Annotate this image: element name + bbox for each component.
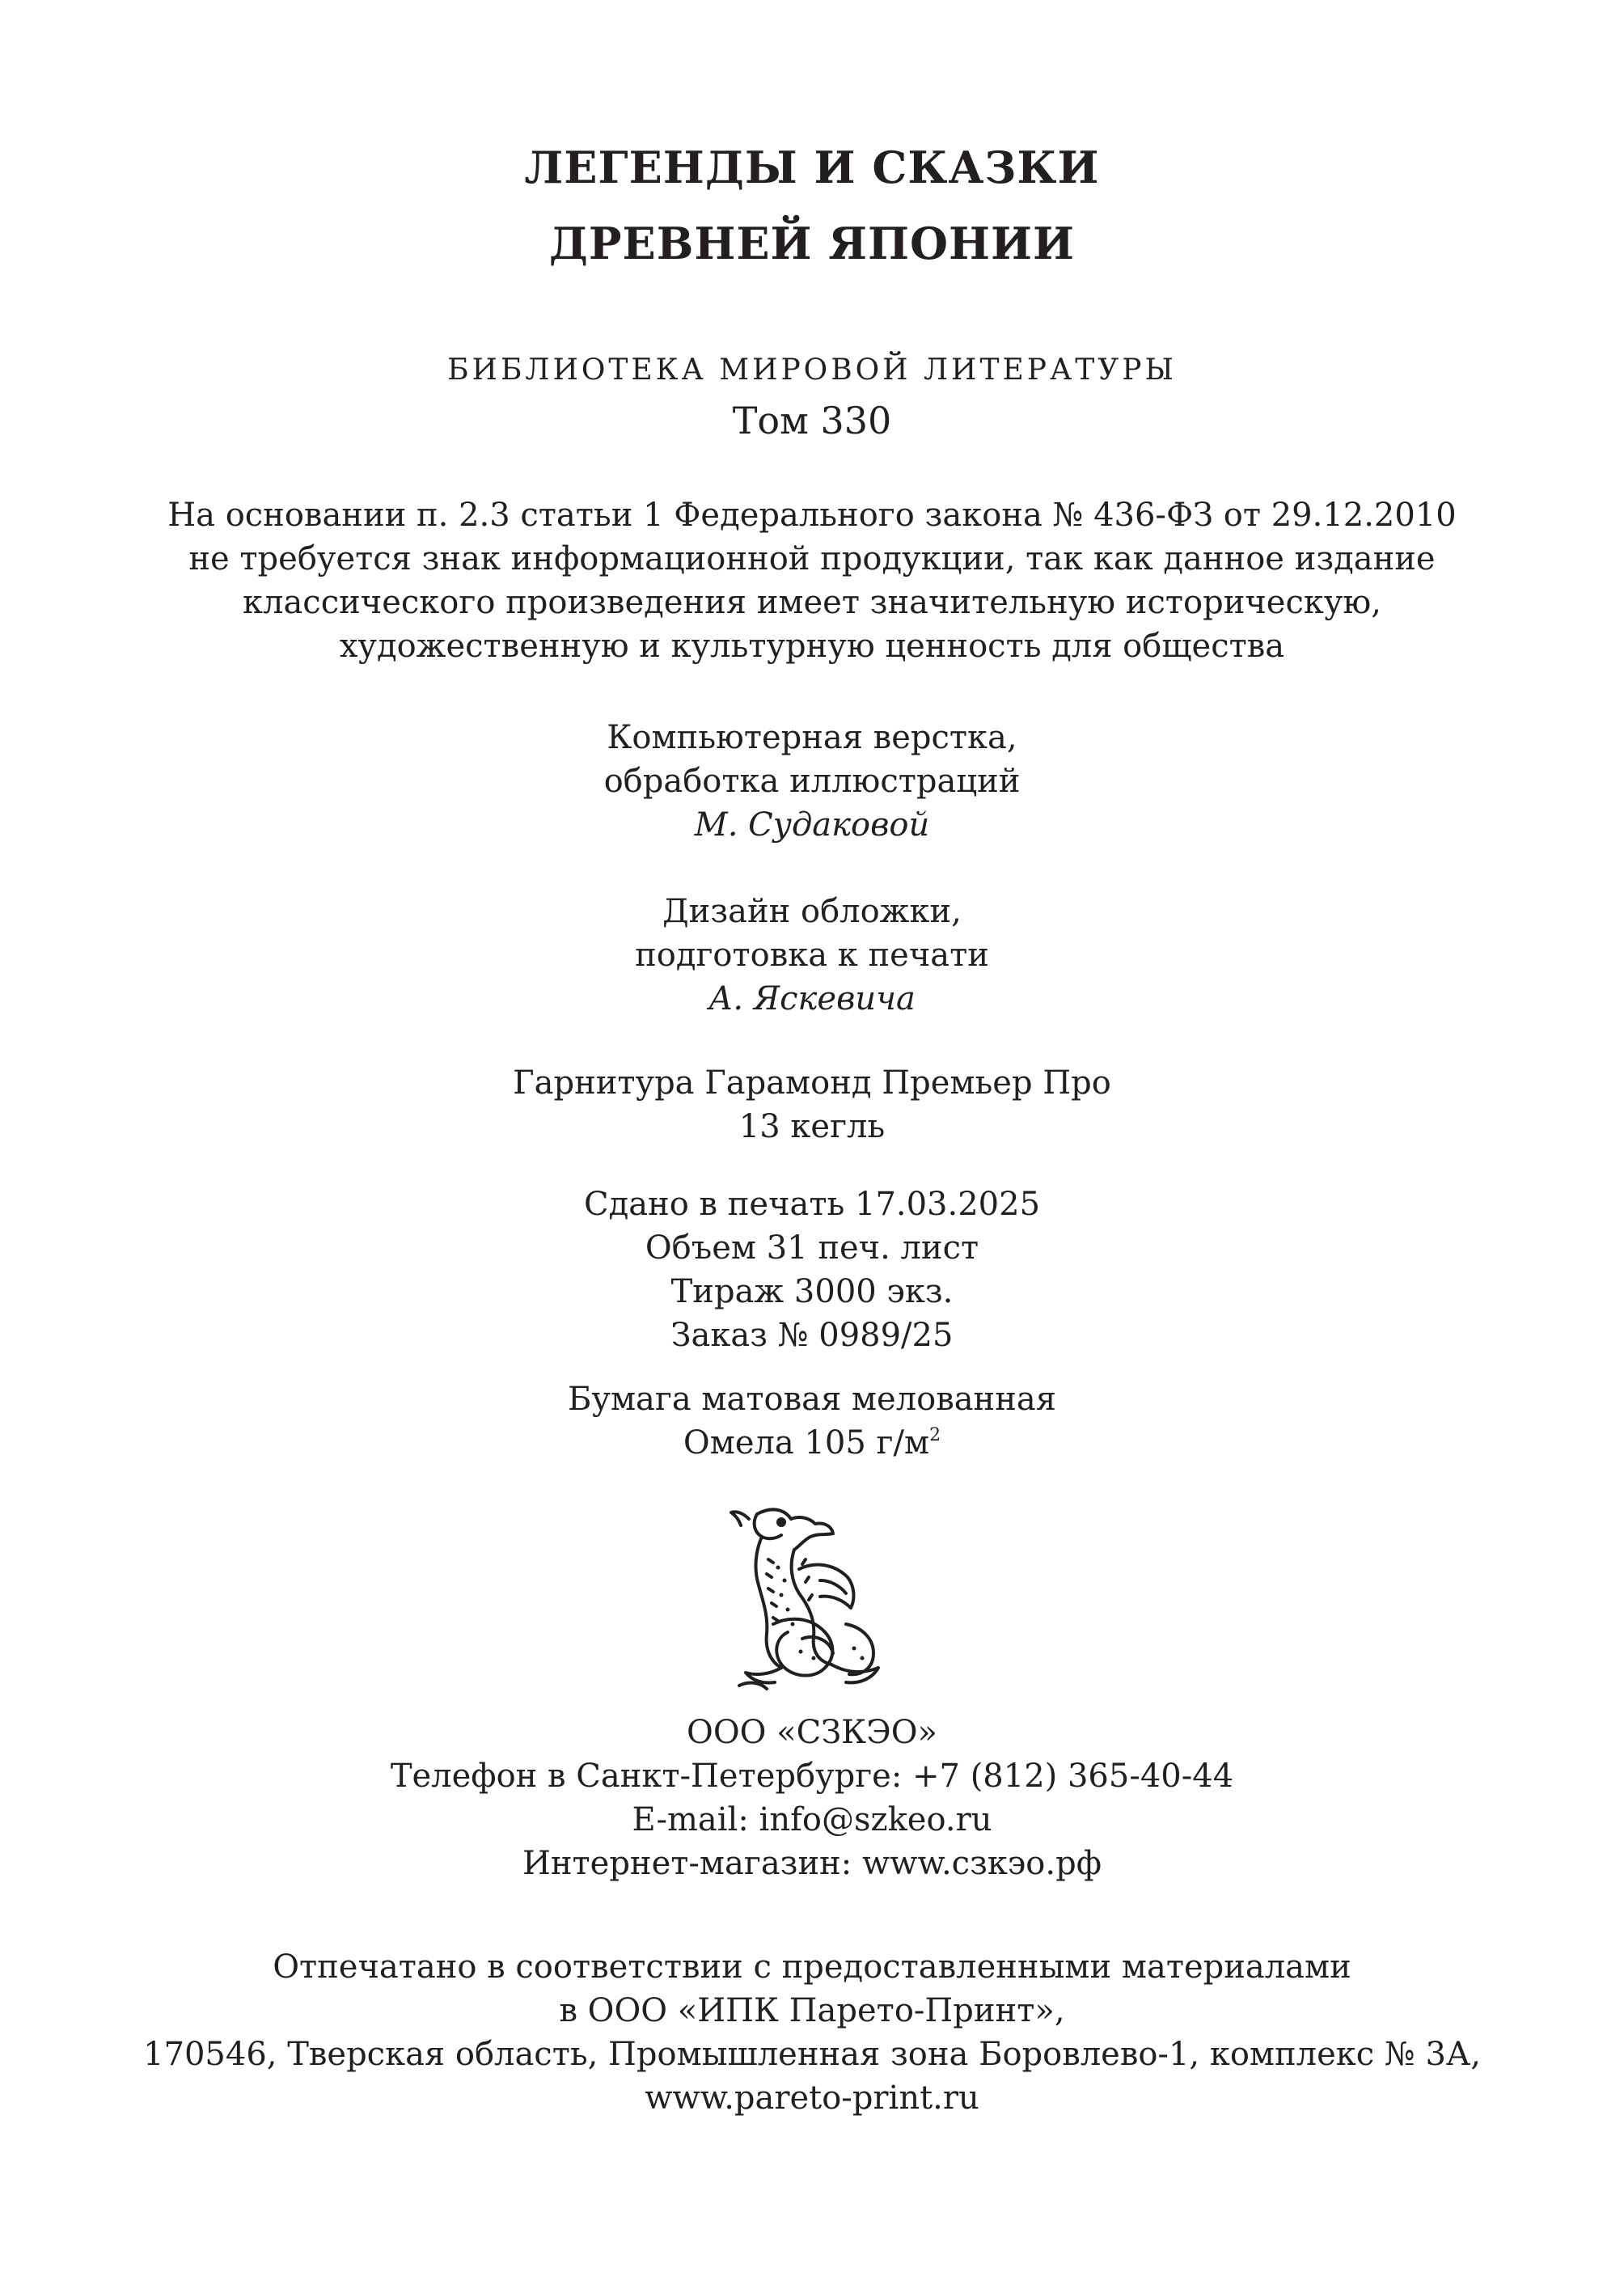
printer-line-1: Отпечатано в соответствии с предоставленными материалами bbox=[273, 1948, 1351, 1986]
layout-credit-person: М. Судаковой bbox=[694, 806, 930, 844]
print-volume: Объем 31 печ. лист bbox=[645, 1229, 979, 1267]
printer-line-4: www.pareto-print.ru bbox=[645, 2079, 979, 2117]
paper-line-2 bbox=[0, 1421, 1624, 1465]
legal-notice-line-3: классического произведения имеет значительную историческую, bbox=[243, 584, 1381, 621]
printer-info bbox=[0, 1945, 1624, 2120]
dragon-emblem-icon bbox=[725, 1503, 899, 1695]
publisher-name: ООО «СЗКЭО» bbox=[687, 1714, 937, 1751]
print-run: Тираж 3000 экз. bbox=[670, 1273, 954, 1310]
series-name: БИБЛИОТЕКА МИРОВОЙ ЛИТЕРАТУРЫ bbox=[447, 353, 1177, 387]
series-block bbox=[0, 346, 1624, 395]
layout-credit-role-2: обработка иллюстраций bbox=[603, 763, 1021, 800]
print-submitted: Сдано в печать 17.03.2025 bbox=[583, 1186, 1041, 1223]
publisher-phone: Телефон в Санкт-Петербурге: +7 (812) 365-40-44 bbox=[390, 1758, 1234, 1795]
paper-superscript: 2 bbox=[929, 1425, 941, 1445]
legal-notice-line-1: На основании п. 2.3 статьи 1 Федерального закона № 436-ФЗ от 29.12.2010 bbox=[167, 497, 1457, 534]
cover-credit-role-2: подготовка к печати bbox=[635, 937, 989, 974]
legal-notice-line-4: художественную и культурную ценность для общества bbox=[339, 628, 1285, 665]
book-title bbox=[0, 129, 1624, 281]
layout-credit-role-1: Компьютерная верстка, bbox=[607, 719, 1017, 756]
typeface-font: Гарнитура Гарамонд Премьер Про bbox=[513, 1064, 1111, 1102]
layout-credit bbox=[0, 716, 1624, 847]
typeface-info bbox=[0, 1061, 1624, 1149]
publisher-shop: Интернет-магазин: www.сзкэо.рф bbox=[522, 1845, 1102, 1882]
legal-notice bbox=[0, 493, 1624, 668]
paper-info bbox=[0, 1377, 1624, 1465]
paper-line-1: Бумага матовая мелованная bbox=[568, 1381, 1056, 1418]
paper-line-2-text: Омела 105 г/м bbox=[683, 1424, 930, 1462]
cover-credit bbox=[0, 890, 1624, 1021]
printer-line-3: 170546, Тверская область, Промышленная зона Боровлево-1, комплекс № 3А, bbox=[143, 2036, 1481, 2073]
book-title-line-2: ДРЕВНЕЙ ЯПОНИИ bbox=[548, 218, 1076, 269]
cover-credit-person: А. Яскевича bbox=[708, 980, 916, 1017]
typeface-size: 13 кегль bbox=[738, 1108, 886, 1145]
publisher-email: E-mail: info@szkeo.ru bbox=[632, 1801, 992, 1838]
volume-number: Том 330 bbox=[732, 399, 892, 442]
printer-line-2: в ООО «ИПК Парето-Принт», bbox=[559, 1992, 1065, 2029]
book-title-line-1: ЛЕГЕНДЫ И СКАЗКИ bbox=[524, 142, 1100, 193]
volume-block bbox=[0, 396, 1624, 445]
publisher-info bbox=[0, 1711, 1624, 1885]
cover-credit-role-1: Дизайн обложки, bbox=[662, 893, 962, 930]
legal-notice-line-2: не требуется знак информационной продукции, так как данное издание bbox=[188, 540, 1436, 577]
print-info bbox=[0, 1182, 1624, 1357]
print-order: Заказ № 0989/25 bbox=[670, 1317, 954, 1354]
